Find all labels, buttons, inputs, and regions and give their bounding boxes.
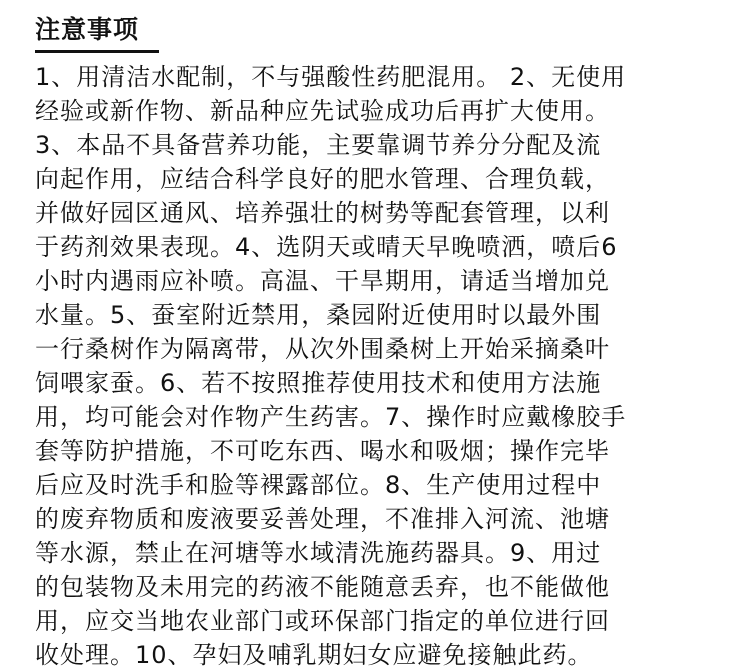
text-line: 用，均可能会对作物产生药害。7、操作时应戴橡胶手 (35, 403, 627, 431)
text-line: 套等防护措施，不可吃东西、喝水和吸烟；操作完毕 (35, 437, 610, 465)
text-line: 饲喂家蚕。6、若不按照推荐使用技术和使用方法施 (35, 369, 602, 397)
text-line: 收处理。10、孕妇及哺乳期妇女应避免接触此药。 (35, 641, 593, 669)
text-line: 水量。5、蚕室附近禁用，桑园附近使用时以最外围 (35, 301, 602, 329)
title-underline (35, 50, 159, 53)
text-line: 的包装物及未用完的药液不能随意丢弃，也不能做他 (35, 573, 610, 601)
text-line: 3、本品不具备营养功能，主要靠调节养分分配及流 (35, 131, 602, 159)
text-line: 用，应交当地农业部门或环保部门指定的单位进行回 (35, 607, 610, 635)
text-line: 的废弃物质和废液要妥善处理，不准排入河流、池塘 (35, 505, 610, 533)
text-line: 后应及时洗手和脸等裸露部位。8、生产使用过程中 (35, 471, 602, 499)
text-line: 一行桑树作为隔离带，从次外围桑树上开始采摘桑叶 (35, 335, 610, 363)
text-line: 向起作用，应结合科学良好的肥水管理、合理负载， (35, 165, 610, 193)
text-line: 经验或新作物、新品种应先试验成功后再扩大使用。 (35, 97, 610, 125)
text-line: 1、用清洁水配制，不与强酸性药肥混用。 2、无使用 (35, 63, 627, 91)
heading-block (35, 14, 159, 53)
text-line: 等水源，禁止在河塘等水域清洗施药器具。9、用过 (35, 539, 602, 567)
text-line: 小时内遇雨应补喷。高温、干旱期用，请适当增加兑 (35, 267, 610, 295)
precautions-text (35, 60, 725, 672)
page-title: 注意事项 (35, 15, 140, 44)
text-line: 于药剂效果表现。4、选阴天或晴天早晚喷洒，喷后6 (35, 233, 618, 261)
text-line: 并做好园区通风、培养强壮的树势等配套管理，以利 (35, 199, 610, 227)
